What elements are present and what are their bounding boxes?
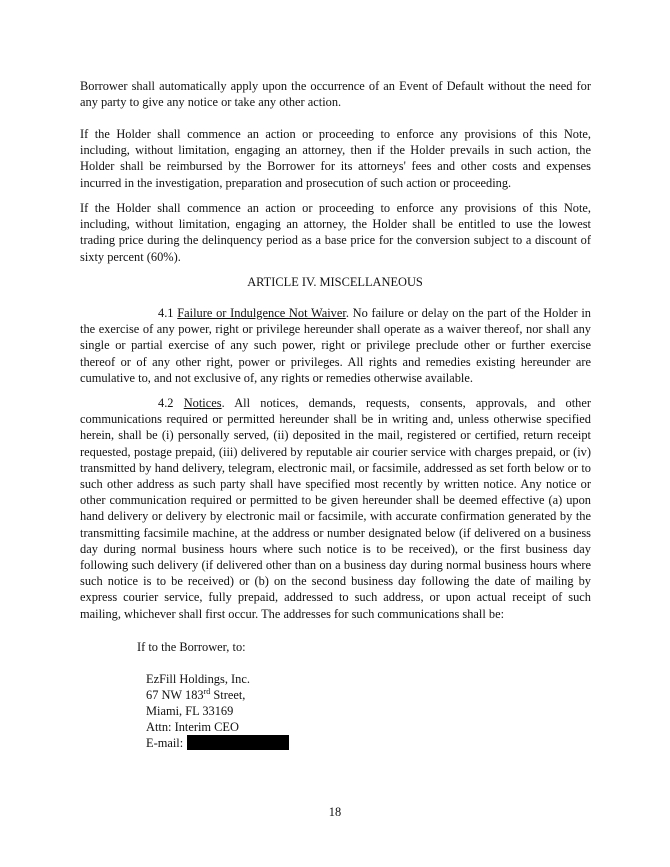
paragraph-lowest-trading-price: If the Holder shall commence an action or proceeding to enforce any provisions of this Note, including, without limitation, engaging an attorney, the Holder shall be entitled to use the lowest trading price during the delinquency period as a base price for the conversion subject to a discount of sixty percent (60%).: [80, 201, 591, 264]
street-suffix: rd: [203, 686, 211, 696]
section-4-2-title: Notices: [183, 396, 222, 410]
borrower-city: Miami, FL 33169: [146, 704, 234, 718]
section-4-2: [80, 395, 591, 622]
section-4-1: [80, 305, 591, 386]
street-number: 67 NW 183: [146, 688, 204, 702]
paragraph-attorney-fees: If the Holder shall commence an action or proceeding to enforce any provisions of this Note, including, without limitation, engaging an attorney, then if the Holder prevails in such action, the Holder shall be reimbursed by the Borrower for its attorneys' fees and other costs and expenses incurred in the investigation, preparation and prosecution of such action or proceeding.: [80, 127, 591, 190]
section-4-1-number: 4.1: [158, 306, 174, 320]
street-rest: Street,: [210, 688, 246, 702]
borrower-attn: Attn: Interim CEO: [146, 720, 239, 734]
paragraph-default-application: Borrower shall automatically apply upon the occurrence of an Event of Default without the need for any party to give any notice or take any other action.: [80, 79, 591, 110]
borrower-street: [146, 687, 245, 703]
email-redaction-bar: [187, 735, 289, 750]
section-4-1-title: Failure or Indulgence Not Waiver: [177, 306, 346, 320]
borrower-intro: If to the Borrower, to:: [137, 640, 246, 654]
page-number: 18: [328, 805, 342, 819]
borrower-email: [146, 735, 289, 751]
section-4-2-number: 4.2: [158, 396, 174, 410]
email-label: E-mail:: [146, 736, 184, 750]
article-heading: ARTICLE IV. MISCELLANEOUS: [247, 275, 423, 289]
section-4-2-body: . All notices, demands, requests, consents, approvals, and other communications required or permitted hereunder shall be in writing and, unless otherwise specified herein, shall be (i) personally served, (ii) deposited in the mail, registered or certified, return receipt requested, postage prepaid, (iii) delivered by reputable air courier service with charges prepaid, or (iv) transmitted by hand delivery, telegram, electronic mail, or facsimile, addressed as set forth below or to such other address as such party shall have specified most recently by written notice. Any notice or other communication required or permitted to be given hereunder shall be deemed effective (a) upon hand delivery or delivery by electronic mail or facsimile, with accurate confirmation generated by the transmitting facsimile machine, at the address or number designated below (if delivered on a business day during normal business hours where such notice is to be received), or the first business day following such delivery (if delivered other than on a business day during normal business hours where such notice is to be received) or (b) on the second business day following the date of mailing by express courier service, fully prepaid, addressed to such address, or upon actual receipt of such mailing, whichever shall first occur. The addresses for such communications shall be:: [80, 396, 591, 621]
borrower-company: EzFill Holdings, Inc.: [146, 672, 250, 686]
section-4-1-body: . No failure or delay on the part of the Holder in the exercise of any power, right or privilege hereunder shall operate as a waiver thereof, nor shall any single or partial exercise of any such power, right or privilege preclude other or further exercise thereof or of any other right, power or privileges. All rights and remedies existing hereunder are cumulative to, and not exclusive of, any rights or remedies otherwise available.: [80, 306, 591, 385]
